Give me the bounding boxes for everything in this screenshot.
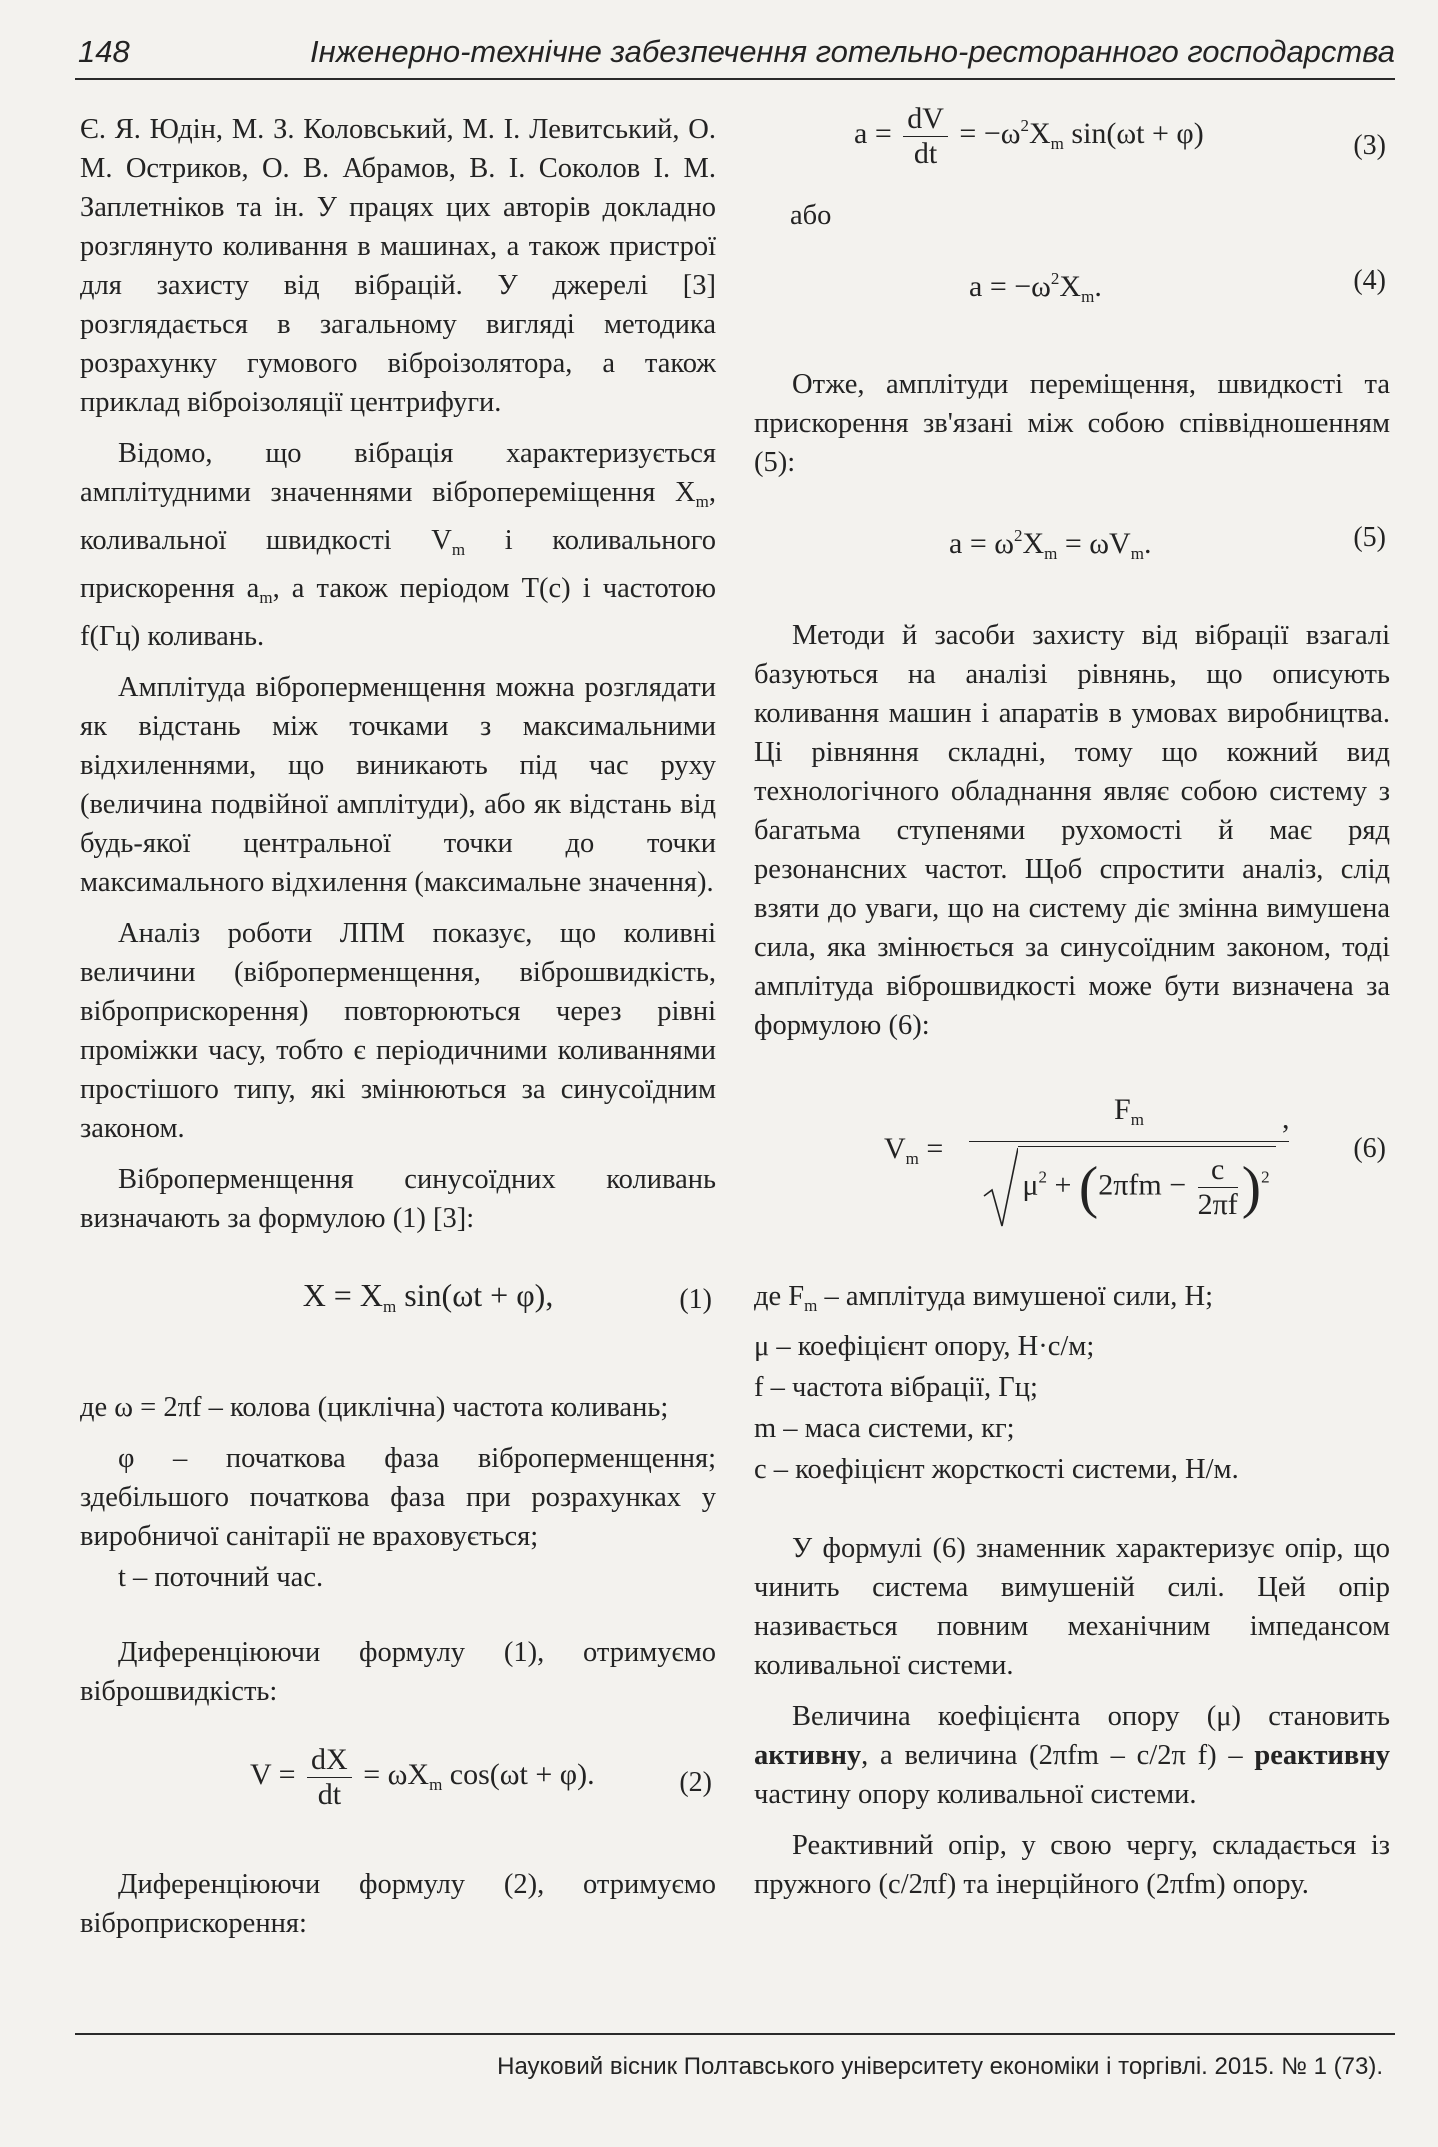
paragraph: Амплітуда віброперменщення можна розглядати як відстань між точками з максимальними відхиленнями, що виникають під час руху (величина подвійної амплітуди), або як відстань від будь-якої центральної точки до точки максимального відхилення (максимальне значення). — [80, 672, 716, 898]
where-line: f – частота вібрації, Гц; — [754, 1372, 1038, 1403]
where-line: μ – коефіцієнт опору, Н·с/м; — [754, 1331, 1095, 1362]
paragraph: де ω = 2πf – колова (циклічна) частота коливань; — [80, 1392, 669, 1423]
paragraph: Є. Я. Юдін, М. З. Коловський, М. І. Левитський, О. М. Остриков, О. В. Абрамов, В. І. Соколов І. М. Заплетніков та ін. У працях цих авторів докладно розглянуто коливання в машинах, а також пристрої для захисту від вібрацій. У джерелі [3] розглядається в загальному вигляді методика розрахунку гумового віброізолятора, а також приклад віброізоляції центрифуги. — [80, 114, 716, 418]
running-footer — [75, 2033, 1395, 2081]
where-line: c – коефіцієнт жорсткості системи, Н/м. — [754, 1454, 1239, 1485]
right-column — [754, 102, 1390, 1916]
running-header — [75, 30, 1395, 80]
where-line: m – маса системи, кг; — [754, 1413, 1015, 1444]
paragraph: Реактивний опір, у свою чергу, складається із пружного (c/2πf) та інерційного (2πfm) опору. — [754, 1830, 1390, 1900]
equation-number: (5) — [1353, 522, 1386, 553]
left-column — [80, 110, 716, 1955]
paragraph: Диференціюючи формулу (2), отримуємо віброприскорення: — [80, 1869, 716, 1939]
paragraph: t – поточний час. — [118, 1562, 324, 1593]
equation-number: (6) — [1353, 1133, 1386, 1164]
equation-1: $X = X_m$ sin(ωt + φ), (1) — [80, 1250, 716, 1346]
journal-citation: Науковий вісник Полтавського університету економіки і торгівлі. 2015. № 1 (73). — [497, 2053, 1383, 2080]
equation-3: a = $\frac{dV}{dt}$ = $-\omega^2X_m$ sin(ωt + φ) (3) — [854, 102, 1386, 170]
equation-2: V = $\frac{dX}{dt}$ = $\omega X_m$ cos(ωt + φ). (2) — [250, 1743, 712, 1811]
equation-number: (3) — [1353, 130, 1386, 161]
equation-4: $a = -\omega^2X_m$. (4) — [754, 235, 1390, 319]
paragraph: Диференціюючи формулу (1), отримуємо віброшвидкість: — [80, 1637, 716, 1707]
paragraph: Методи й засоби захисту від вібрації взагалі базуються на аналізі рівнянь, що описують коливання машин і апаратів в умовах виробництва. Ці рівняння складні, тому що кожний вид технологічного обладнання являє собою систему з багатьма ступенями рухомості й має ряд резонансних частот. Щоб спростити аналіз, слід взяти до уваги, що на систему діє змінна вимушена сила, яка змінюється за синусоїдним законом, тоді амплітуда віброшвидкості може бути визначена за формулою (6): — [754, 620, 1390, 1041]
equation-number: (1) — [679, 1284, 712, 1315]
equation-6: $V_m$ = $F_m$ $\mu^2 + (2\pi fm$ − $\frac{c}{2\pi f}$ )$^2$ , (6) — [754, 1089, 1390, 1239]
or-word: або — [790, 200, 832, 231]
equation-number: (4) — [1353, 265, 1386, 296]
page-number: 148 — [78, 34, 130, 69]
square-root: $\mu^2 + (2\pi fm$ − $\frac{c}{2\pi f}$ )$^2$ — [982, 1146, 1275, 1222]
paragraph: Віброперменщення синусоїдних коливань визначають за формулою (1) [3]: — [80, 1164, 716, 1234]
where-line: де $F_m$ – амплітуда вимушеної сили, Н; — [754, 1281, 1214, 1315]
equation-5: $a = \omega^2X_m = \omega V_m$. (5) — [754, 494, 1390, 578]
paragraph: Отже, амплітуди переміщення, швидкості та прискорення зв'язані між собою співвідношенням (5): — [754, 369, 1390, 478]
paragraph: Величина коефіцієнта опору (μ) становить активну, а величина (2πfm – c/2π f) – реактивну частину опору коливальної системи. — [754, 1701, 1390, 1810]
paragraph: φ – початкова фаза віброперменщення; здебільшого початкова фаза при розрахунках у виробничої санітарії не враховується; — [80, 1443, 716, 1552]
equation-number: (2) — [679, 1767, 712, 1798]
paragraph: Відомо, що вібрація характеризується амплітудними значеннями вібропереміщення $X_m$, коливальної швидкості $V_m$ і коливального прискорення $a_m$, а також періодом T(с) і частотою f(Гц) коливань. — [80, 438, 716, 652]
paragraph: У формулі (6) знаменник характеризує опір, що чинить система вимушеній силі. Цей опір називається повним механічним імпедансом коливальної системи. — [754, 1533, 1390, 1681]
paragraph: Аналіз роботи ЛПМ показує, що коливні величини (віброперменщення, віброшвидкість, віброприскорення) повторюються через рівні проміжки часу, тобто є періодичними коливаннями простішого типу, які змінюються за синусоїдним законом. — [80, 918, 716, 1144]
running-title: Інженерно-технічне забезпечення готельно-ресторанного господарства — [310, 34, 1395, 69]
